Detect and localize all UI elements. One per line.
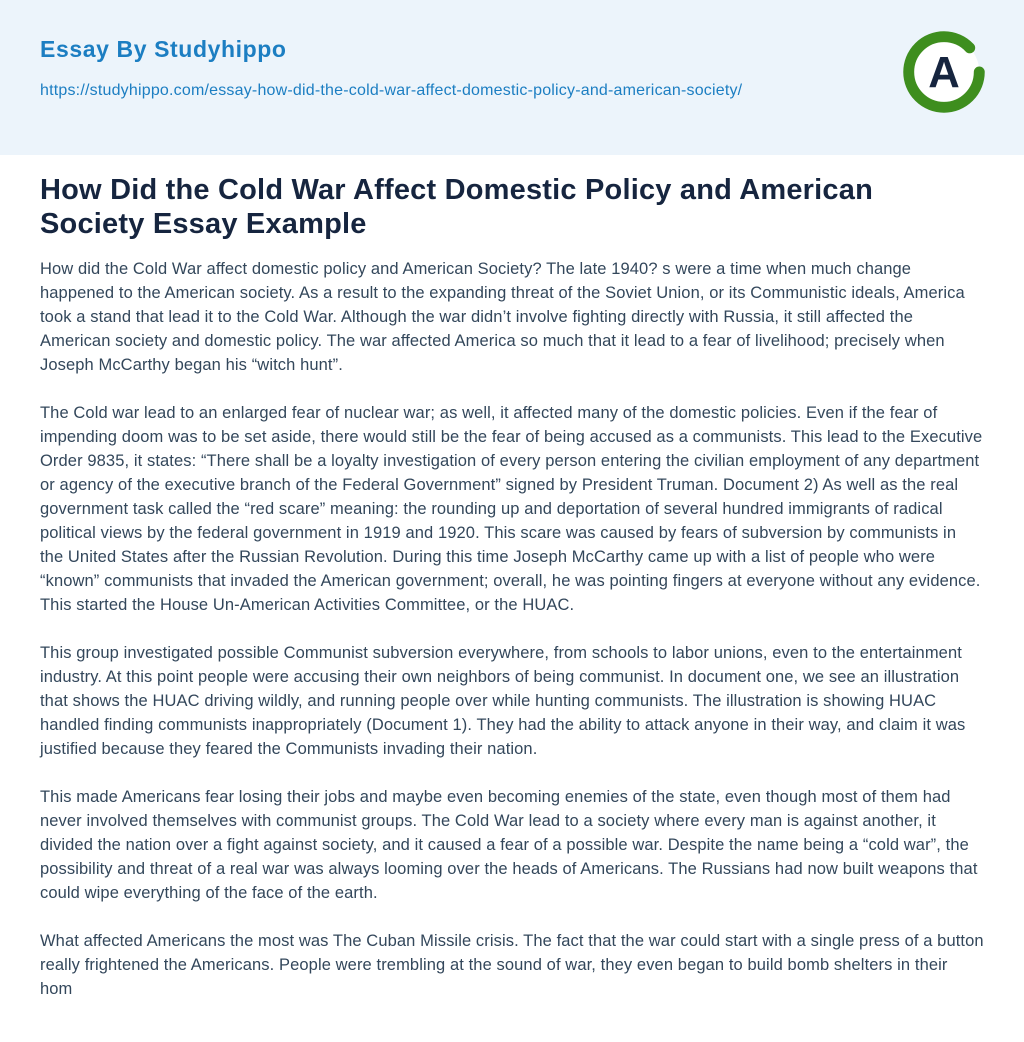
logo-letter: A [928,48,960,98]
paragraph: The Cold war lead to an enlarged fear of nuclear war; as well, it affected many of the domestic policies. Even if the fear of impending doom was to be set aside, there would still be the fear of being accused as a communists. This lead to the Executive Order 9835, it states: “There shall be a loyalty investigation of every person entering the civilian employment of any department or agency of the executive branch of the Federal Government” signed by President Truman. Document 2) As well as the real government task called the “red scare” meaning: the rounding up and deportation of several hundred immigrants of radical political views by the federal government in 1919 and 1920. This scare was caused by fears of subversion by communists in the United States after the Russian Revolution. During this time Joseph McCarthy came up with a list of people who were “known” communists that invaded the American government; overall, he was pointing fingers at everyone without any evidence. This started the House Un-American Activities Committee, or the HUAC. [40,404,983,615]
paragraph: This made Americans fear losing their jobs and maybe even becoming enemies of the state, even though most of them had never involved themselves with communist groups. The Cold War lead to a society where every man is against another, it divided the nation over a fight against society, and it caused a fear of a possible war. Despite the name being a “cold war”, the possibility and threat of a real war was always looming over the heads of Americans. The Russians had now built weapons that could wipe everything of the face of the earth. [40,788,978,903]
article-title: How Did the Cold War Affect Domestic Policy and American Society Essay Example [40,174,873,241]
studyhippo-logo-icon [902,30,986,114]
article-body [0,155,1024,1001]
studyhippo-logo[interactable] [902,30,986,114]
source-url-link[interactable]: https://studyhippo.com/essay-how-did-the-cold-war-affect-domestic-policy-and-american-society/ [40,82,743,99]
paragraph: What affected Americans the most was The Cuban Missile crisis. The fact that the war could start with a single press of a button really frightened the Americans. People were trembling at the sound of war, they even began to build bomb shelters in their hom [40,932,984,999]
page-header [0,0,1024,155]
site-title: Essay By Studyhippo [40,36,287,62]
paragraph: This group investigated possible Communist subversion everywhere, from schools to labor unions, even to the entertainment industry. At this point people were accusing their own neighbors of being communist. In document one, we see an illustration that shows the HUAC driving wildly, and running people over while hunting communists. The illustration is showing HUAC handled finding communists inappropriately (Document 1). They had the ability to attack anyone in their way, and claim it was justified because they feared the Communists invading their nation. [40,644,966,759]
paragraph: How did the Cold War affect domestic policy and American Society? The late 1940? s were a time when much change happened to the American society. As a result to the expanding threat of the Soviet Union, or its Communistic ideals, America took a stand that lead it to the Cold War. Although the war didn’t involve fighting directly with Russia, it still affected the American society and domestic policy. The war affected America so much that it lead to a fear of livelihood; precisely when Joseph McCarthy began his “witch hunt”. [40,260,965,375]
